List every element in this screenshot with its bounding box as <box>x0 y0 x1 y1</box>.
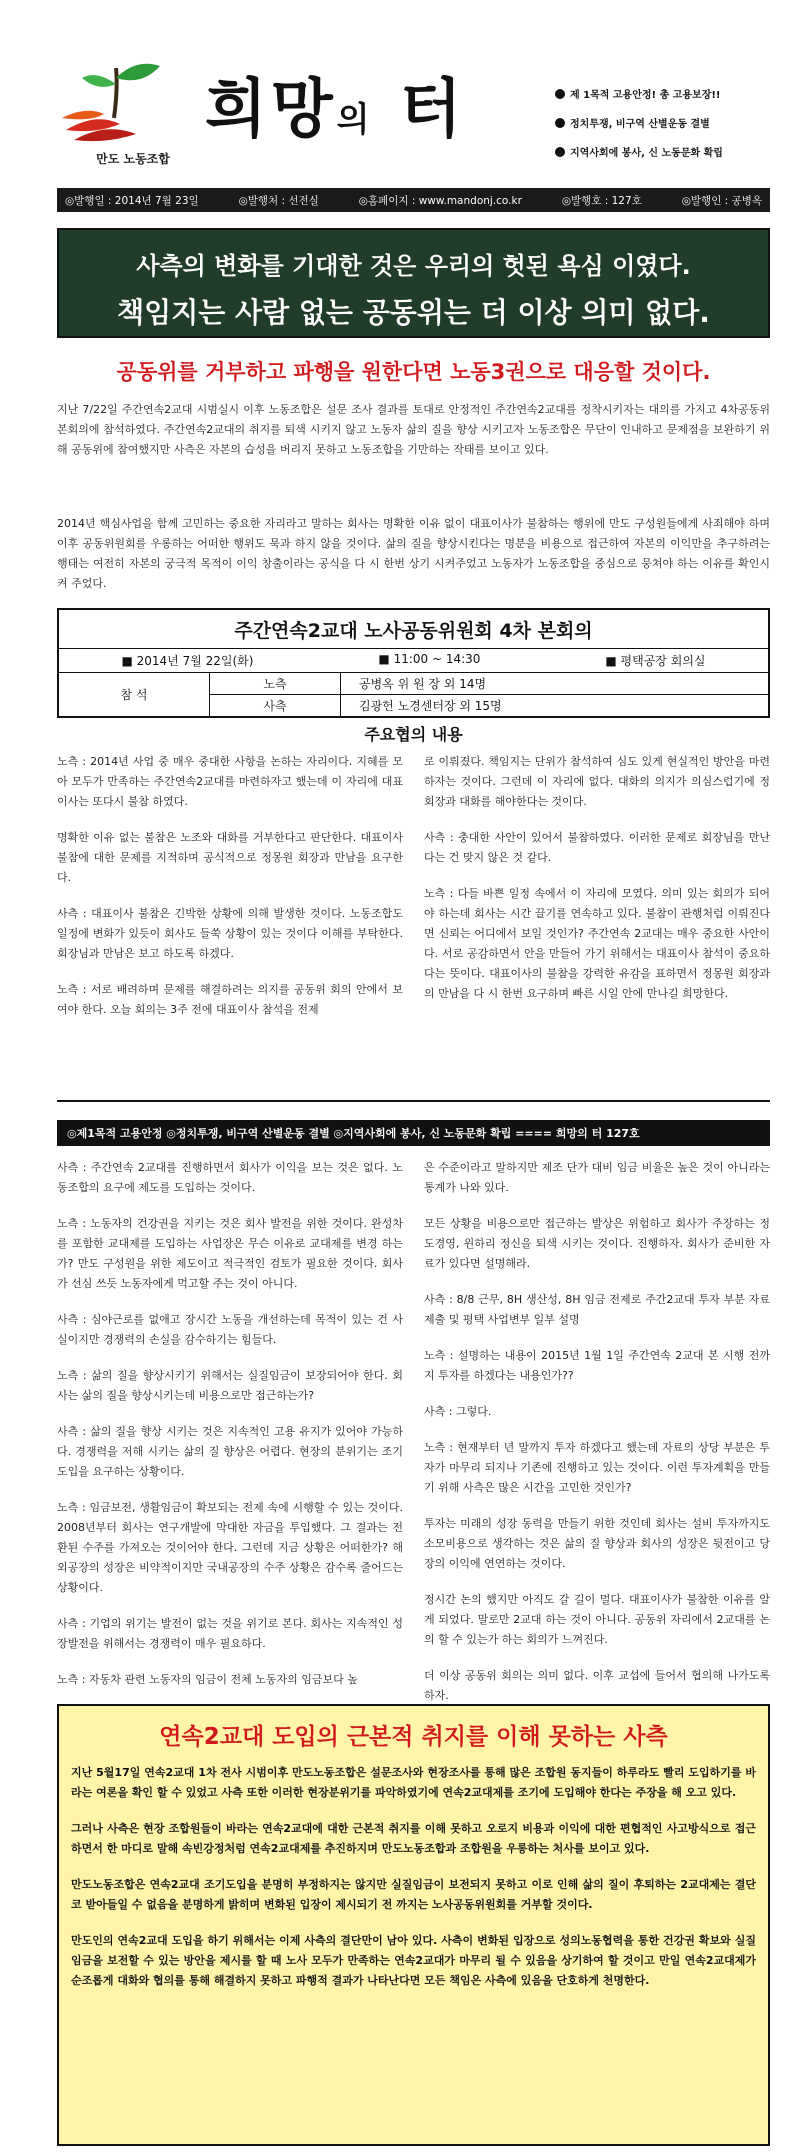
publisher-dept: ◎발행처 : 선전실 <box>238 194 319 207</box>
dialogue-paragraph: 노측 : 설명하는 내용이 2015년 1월 1일 주간연속 2교대 본 시행 전까지 투자를 하겠다는 내용인가?? <box>424 1349 770 1382</box>
section-header-bar: ◎제1목적 고용안정 ◎정치투쟁, 비구역 산별운동 결별 ◎지역사회에 봉사, 신 노동문화 확립 ==== 희망의 터 127호 <box>57 1120 770 1146</box>
title-part-of: 의 <box>336 100 374 140</box>
meeting-place: ■ 평택공장 회의실 <box>605 654 706 668</box>
slogan-item: 정치투쟁, 비구역 산별운동 결별 <box>555 115 780 130</box>
attendee-side: 노측 <box>210 673 341 694</box>
bullet-icon <box>555 147 565 157</box>
attendee-row <box>210 694 768 716</box>
bullet-icon <box>555 118 565 128</box>
dialogue-paragraph: 사측 : 삶의 질을 향상 시키는 것은 지속적인 고용 유지가 있어야 가능하다. 경쟁력을 저해 시키는 삶의 질 향상은 어렵다. 현장의 분위기는 조기 도입을 요구하는 상황이다. <box>57 1425 403 1478</box>
publish-date: ◎발행일 : 2014년 7월 23일 <box>65 194 199 207</box>
title-part-hope: 희망 <box>205 73 337 147</box>
dialogue-paragraph: 사측 : 주간연속 2교대를 진행하면서 회사가 이익을 보는 것은 없다. 노동조합의 요구에 제도를 도입하는 것이다. <box>57 1161 403 1194</box>
dialogue-paragraph: 정시간 논의 했지만 아직도 갈 길이 멀다. 대표이사가 불참한 이유를 알게 되었다. 말로만 2교대 하는 것이 아니다. 공동위 자리에서 2교대를 논의 할 수 있는가 하는 회의가 느껴진다. <box>424 1593 770 1646</box>
attendee-who: 김광헌 노경센터장 외 15명 <box>359 699 502 713</box>
dialogue-paragraph: 노측 : 임금보전, 생활임금이 확보되는 전제 속에 시행할 수 있는 것이다. 2008년부터 회사는 연구개발에 막대한 자금을 투입했다. 그 결과는 전환된 수주를 가져오는 것이어야 한다. 그런데 지금 상황은 어떠한가? 해외공장의 성장은 비약적이지만 국내공장의 수주 상황은 감수록 줄어드는 상황이다. <box>57 1501 403 1594</box>
meeting-date: ■ 2014년 7월 22일(화) <box>121 654 254 668</box>
dialogue-paragraph: 명확한 이유 없는 불참은 노조와 대화를 거부한다고 판단한다. 대표이사 불참에 대한 문제를 지적하며 공식적으로 정몽원 회장과 만남을 요구한다. <box>57 831 403 884</box>
subheadline: 공동위를 거부하고 파행을 원한다면 노동3권으로 대응할 것이다. <box>116 360 711 384</box>
meeting-time: ■ 11:00 ~ 14:30 <box>378 652 481 666</box>
homepage-link[interactable]: ◎홈페이지 : www.mandonj.co.kr <box>358 194 522 207</box>
dialogue-paragraph: 사측 : 8/8 근무, 8H 생산성, 8H 임금 전제로 주간2교대 투자 부분 자료 제출 및 평택 사업변부 일부 설명 <box>424 1293 770 1326</box>
dialogue-paragraph: 노측 : 노동자의 건강권을 지키는 것은 회사 발전을 위한 것이다. 완성차를 포함한 교대제를 도입하는 사업장은 무슨 이유로 교대제를 변경 하는가? 만도 구성원을 위한 제도이고 적극적인 검토가 필요한 것이다. 회사가 선심 쓰듯 노동자에게 먹고할 주는 것이 아니다. <box>57 1217 403 1290</box>
dialogue-paragraph: 사측 : 충대한 사안이 있어서 불참하였다. 이러한 문제로 회장님을 만난 다는 건 맞지 않은 것 같다. <box>424 831 770 864</box>
editorial-paragraph: 만도인의 연속2교대 도입을 하기 위해서는 이제 사측의 결단만이 남아 있다. 사측이 변화된 입장으로 성의노동협력을 통한 건강권 확보와 실질임금을 보전할 수 있는 방안을 제시를 할 때 노사 모두가 만족하는 연속2교대가 마무리 될 수 있음을 상기하여 할 것이고 만일 연속2교대제가 순조롭게 대화와 협의를 통해 해결하지 못하고 파행적 결과가 나타난다면 모든 책임은 사측에 있음을 단호하게 천명한다. <box>71 1934 756 1987</box>
meeting-info-table <box>57 608 770 718</box>
dialogue-paragraph: 더 이상 공동위 회의는 의미 없다. 이후 교섭에 들어서 협의해 나가도록 하자. <box>424 1669 770 1702</box>
editorial-title: 연속2교대 도입의 근본적 취지를 이해 못하는 사측 <box>159 1724 668 1750</box>
editorial-paragraph: 만도노동조합은 연속2교대 조기도입을 분명히 부정하지는 않지만 실질임금이 보전되지 못하고 이로 인해 삶의 질이 후퇴하는 2교대제는 결단코 받아들일 수 없음을 분명하게 밝히며 변화된 입장이 제시되기 전 까지는 노사공동위원회를 거부할 것이다. <box>71 1878 756 1911</box>
union-logo <box>56 48 176 148</box>
dialogue-paragraph: 은 수준이라고 말하지만 제조 단가 대비 임금 비율은 높은 것이 아니라는 통계가 나와 있다. <box>424 1161 770 1194</box>
dialogue-column-right <box>424 1158 770 1722</box>
dialogue-paragraph: 투자는 미래의 성장 동력을 만들기 위한 것인데 회사는 설비 투자까지도 소모비용으로 생각하는 것은 삶의 질 향상과 회사의 성장은 뒷전이고 당장의 이익에 연연하는 것이다. <box>424 1517 770 1570</box>
dialogue-column-left <box>57 752 403 1036</box>
dialogue-paragraph: 노측 : 현재부터 년 말까지 투자 하겠다고 했는데 자료의 상당 부분은 투자가 마무리 되지나 기존에 진행하고 있는 것이다. 이런 투자계획을 만들기 위해 사측은 많은 시간을 고민한 것인가? <box>424 1441 770 1494</box>
agreements-title: 주요협의 내용 <box>364 725 463 744</box>
dialogue-paragraph: 사측 : 그렇다. <box>424 1405 492 1418</box>
dialogue-paragraph: 모든 상황을 비용으로만 접근하는 발상은 위험하고 회사가 주장하는 정도경영, 윈하리 정신을 퇴색 시키는 것이다. 진행하자. 회사가 준비한 자료가 있다면 설명해라. <box>424 1217 770 1270</box>
meeting-title: 주간연속2교대 노사공동위원회 4차 본회의 <box>59 610 768 649</box>
slogan-item: 지역사회에 봉사, 신 노동문화 확립 <box>555 144 780 159</box>
attendee-side: 사측 <box>210 695 341 716</box>
title-part-ground: 터 <box>399 73 466 147</box>
dialogue-paragraph: 노측 : 서로 배려하며 문제를 해결하려는 의지를 공동위 회의 안에서 보여야 한다. 오늘 회의는 3주 전에 대표이사 참석을 전제 <box>57 983 403 1016</box>
dialogue-paragraph: 노측 : 삶의 질을 향상시키기 위해서는 실질임금이 보장되어야 한다. 회사는 삶의 질을 향상시키는데 비용으로만 접근하는가? <box>57 1369 403 1402</box>
dialogue-paragraph: 로 이뤄졌다. 책임지는 단위가 참석하여 심도 있게 현실적인 방안을 마련하자는 것이다. 그런데 이 자리에 없다. 대화의 의지가 의심스럽기에 정 회장과 대화를 해야한다는 것이다. <box>424 755 770 808</box>
dialogue-paragraph: 사측 : 기업의 위기는 발전이 없는 것을 위기로 본다. 회사는 지속적인 성장발전을 위해서는 경쟁력이 매우 필요하다. <box>57 1617 403 1650</box>
editorial-box <box>57 1704 770 2146</box>
publication-info-bar <box>57 188 770 212</box>
attendee-who: 공병옥 위 원 장 외 14명 <box>359 677 487 691</box>
newsletter-title <box>205 58 466 150</box>
dialogue-paragraph: 노측 : 다들 바쁜 일정 속에서 이 자리에 모였다. 의미 있는 회의가 되어야 하는데 회사는 시간 끌기를 연속하고 있다. 불참이 관행처럼 이뤄진다면 신뢰는 어디에서 보일 것인가? 주간연속 2교대는 매우 중요한 사안이다. 서로 공감하면서 안을 만들어 가기 위해서는 대표이사 참석이 중요하다는 뜻이다. 대표이사의 불참을 강력한 유감을 표하면서 정몽원 회장과의 만남을 다 시 한번 요구하며 빠른 시일 안에 만나길 희망한다. <box>424 887 770 1000</box>
dialogue-column-right <box>424 752 770 1020</box>
slogan-item: 제 1목적 고용안정! 총 고용보장!! <box>555 86 780 101</box>
bullet-icon <box>555 89 565 99</box>
publisher-name: ◎발행인 : 공병옥 <box>681 194 762 207</box>
issue-number: ◎발행호 : 127호 <box>561 194 642 207</box>
meeting-schedule-row <box>59 649 768 673</box>
section-divider <box>57 1100 770 1102</box>
intro-paragraph: 2014년 핵심사업을 함께 고민하는 중요한 자리라고 말하는 회사는 명확한 이유 없이 대표이사가 불참하는 행위에 만도 구성원들에게 사죄해야 하며 이후 공동위원회를 우롱하는 어떠한 행위도 묵과 하지 않을 것이다. 삶의 질을 향상시킨다는 명분을 비용으로 접근하여 자본의 이익만을 추구하려는 행태는 여전히 자본의 궁극적 목적이 이익 창출이라는 공식을 다 시 한번 상기 시켜주었고 노동자가 노동조합을 중심으로 뭉쳐야 하는 이유를 확인시켜 주었다. <box>57 517 770 590</box>
headline-line-1: 사측의 변화를 기대한 것은 우리의 헛된 욕심 이였다. <box>136 252 691 280</box>
headline-line-2: 책임지는 사람 없는 공동위는 더 이상 의미 없다. <box>117 296 710 329</box>
dialogue-paragraph: 사측 : 대표이사 불참은 긴박한 상황에 의해 발생한 것이다. 노동조합도 일정에 변화가 있듯이 회사도 들쑥 상황이 있는 것이다 이해를 부탁한다. 회장님과 만남은 보고 하도록 하겠다. <box>57 907 403 960</box>
union-name: 만도 노동조합 <box>96 152 170 166</box>
headline-box <box>57 228 770 338</box>
attend-label: 참 석 <box>59 673 210 716</box>
slogan-list <box>555 86 780 173</box>
intro-paragraph: 지난 7/22일 주간연속2교대 시범실시 이후 노동조합은 설문 조사 결과를 토대로 안정적인 주간연속2교대를 정착시키자는 대의를 가지고 4차공동위 본회의에 참석하였다. 주간연속2교대의 취지를 퇴색 시키지 않고 노동자 삶의 질을 향상 시키고자 노동조합은 무단이 인내하고 문제점을 보완하기 위해 공동위에 참여했지만 사측은 자본의 습성을 버리지 못하고 노동조합을 기만하는 작태를 보이고 있다. <box>57 403 770 456</box>
editorial-paragraph: 지난 5월17일 연속2교대 1차 전사 시범이후 만도노동조합은 설문조사와 현장조사를 통해 많은 조합원 동지들이 하루라도 빨리 도입하기를 바라는 여론을 확인 할 수 있었고 사측 또한 이러한 현장분위기를 파악하였기에 연속2교대제를 조기에 도입해야 한다는 주장을 해 오고 있다. <box>71 1766 756 1799</box>
attendee-grid <box>59 673 768 716</box>
dialogue-paragraph: 사측 : 심야근로를 없애고 장시간 노동을 개선하는데 목적이 있는 건 사실이지만 경쟁력의 손실을 감수하기는 힘들다. <box>57 1313 403 1346</box>
editorial-paragraph: 그러나 사측은 현장 조합원들이 바라는 연속2교대에 대한 근본적 취지를 이해 못하고 오로지 비용과 이익에 대한 편협적인 사고방식으로 접근하면서 한 마디로 말해 속빈강정처럼 연속2교대제를 추진하지며 만도노동조합과 조합원을 우롱하는 처사를 보이고 있다. <box>71 1822 756 1855</box>
attendee-row <box>210 673 768 694</box>
dialogue-paragraph: 노측 : 2014년 사업 중 매우 중대한 사항을 논하는 자리이다. 지혜를 모아 모두가 만족하는 주간연속2교대를 마련하자고 했는데 이 자리에 대표이사는 또다시 불참 하였다. <box>57 755 403 808</box>
dialogue-paragraph: 노측 : 자동차 관련 노동자의 임금이 전체 노동자의 임금보다 높 <box>57 1673 358 1686</box>
dialogue-column-left <box>57 1158 403 1706</box>
